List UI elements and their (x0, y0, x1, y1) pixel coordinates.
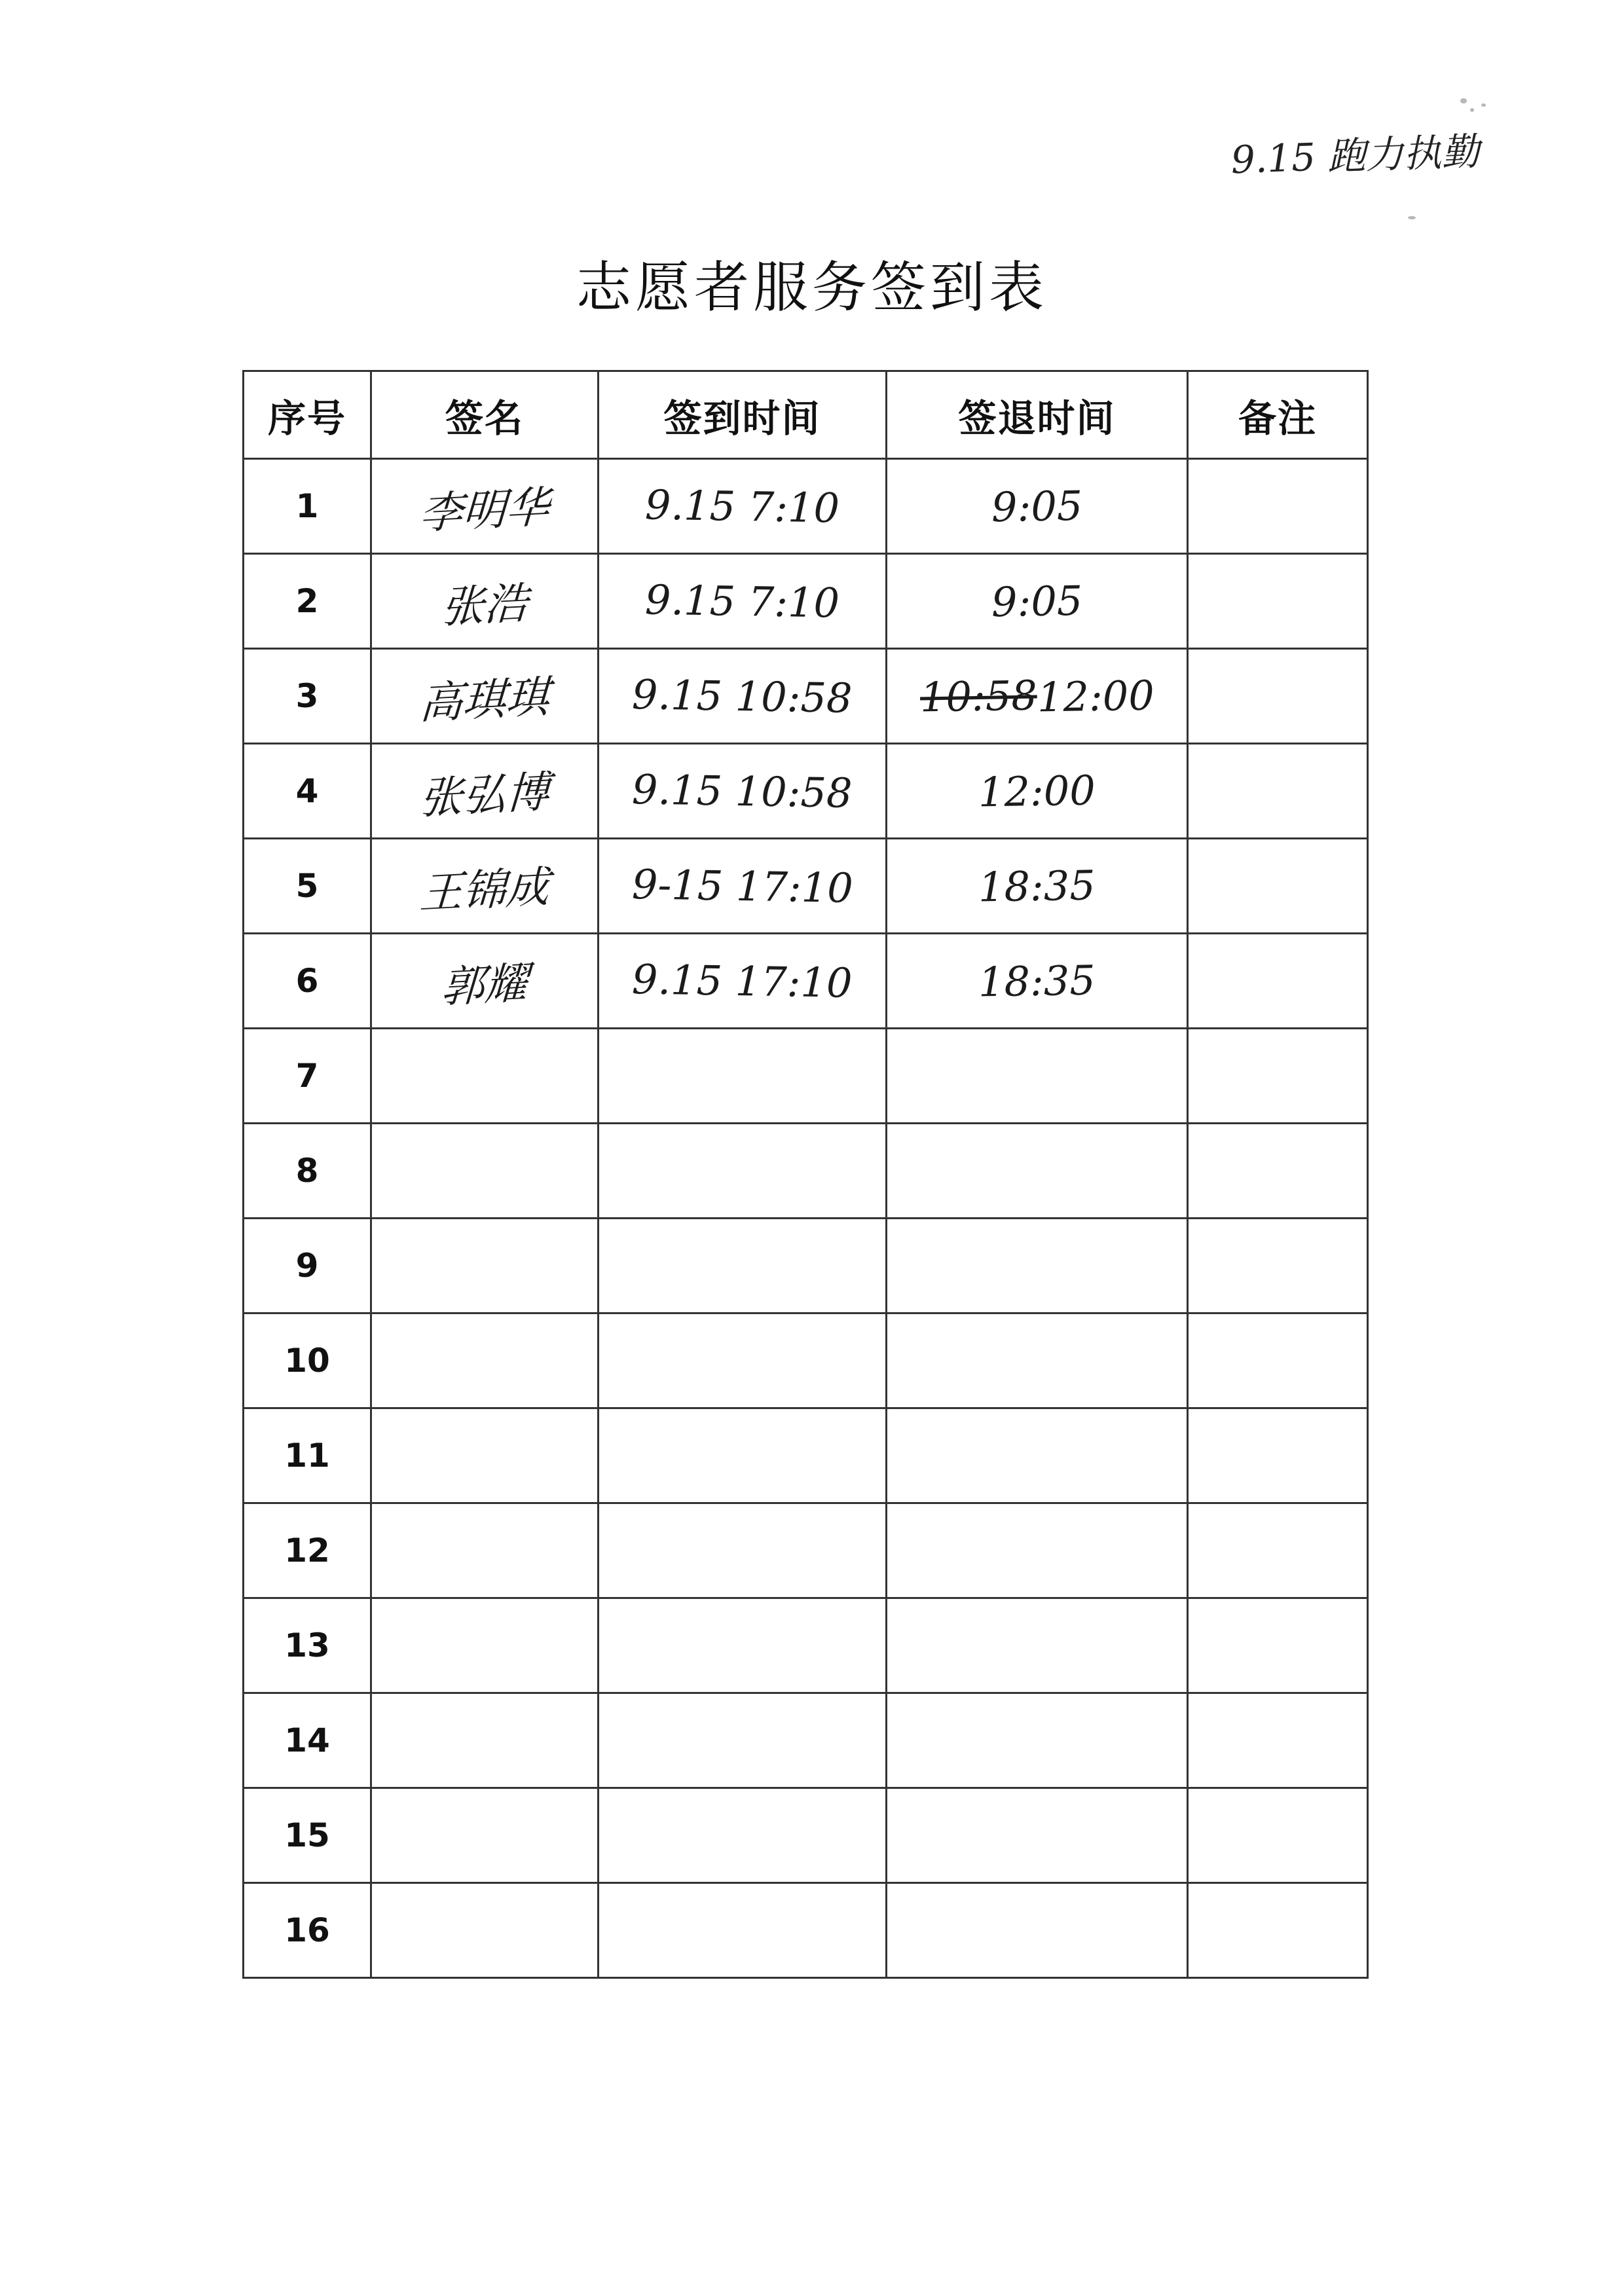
table-header-row (244, 371, 1368, 459)
handwritten-sign-in-time: 9.15 7:10 (644, 575, 840, 627)
signature-cell (371, 1788, 599, 1883)
handwritten-sign-in-time: 9.15 7:10 (644, 480, 840, 532)
row-index: 10 (244, 1313, 371, 1408)
remark-cell (1188, 1883, 1368, 1978)
sign-in-time-cell (599, 934, 887, 1029)
table-row (244, 1503, 1368, 1598)
remark-cell (1188, 554, 1368, 649)
sign-in-time-cell (599, 744, 887, 839)
scan-speckle (1470, 108, 1474, 112)
remark-cell (1188, 839, 1368, 934)
handwritten-sign-in-time: 9.15 17:10 (631, 955, 853, 1007)
handwritten-sign-in-time: 9-15 17:10 (631, 860, 853, 912)
table-row (244, 1693, 1368, 1788)
sign-in-time-cell (599, 1029, 887, 1124)
remark-cell (1188, 459, 1368, 554)
signature-cell (371, 839, 599, 934)
sign-out-time-cell (887, 1598, 1188, 1693)
handwritten-signature: 李明华 (418, 481, 551, 539)
sign-out-time-cell (887, 459, 1188, 554)
sign-out-time-cell (887, 1693, 1188, 1788)
signature-cell (371, 554, 599, 649)
table-row (244, 1029, 1368, 1124)
signature-cell (371, 744, 599, 839)
row-index: 16 (244, 1883, 371, 1978)
sign-out-time-cell (887, 1219, 1188, 1313)
sign-in-table (242, 370, 1369, 1979)
sign-in-time-cell (599, 554, 887, 649)
sign-in-time-cell (599, 459, 887, 554)
sign-out-time-cell (887, 554, 1188, 649)
handwritten-sign-out-time: 12:00 (978, 765, 1096, 817)
remark-cell (1188, 1693, 1368, 1788)
table-row (244, 1598, 1368, 1693)
table-row (244, 934, 1368, 1029)
handwritten-sign-out-time: 9:05 (991, 481, 1083, 531)
sign-in-time-cell (599, 1124, 887, 1219)
row-index: 1 (244, 459, 371, 554)
signature-cell (371, 1124, 599, 1219)
handwritten-signature: 张弘博 (418, 766, 551, 824)
sign-in-time-cell (599, 1883, 887, 1978)
remark-cell (1188, 1313, 1368, 1408)
remark-cell (1188, 744, 1368, 839)
table-row (244, 649, 1368, 744)
scan-speckle (1408, 216, 1416, 219)
table-row (244, 839, 1368, 934)
sign-out-time-cell (887, 1313, 1188, 1408)
row-index: 12 (244, 1503, 371, 1598)
signature-cell (371, 1219, 599, 1313)
header-signature: 签名 (371, 371, 599, 459)
signature-cell (371, 934, 599, 1029)
table-row (244, 554, 1368, 649)
sign-in-time-cell (599, 1408, 887, 1503)
handwritten-sign-in-time: 9.15 10:58 (631, 765, 853, 817)
handwritten-sign-out-time: 9:05 (991, 576, 1083, 626)
sign-out-time-cell (887, 1029, 1188, 1124)
sign-out-time-cell (887, 1503, 1188, 1598)
remark-cell (1188, 649, 1368, 744)
signature-cell (371, 1883, 599, 1978)
signature-cell (371, 459, 599, 554)
handwritten-signature: 郭耀 (439, 957, 529, 1013)
table-row (244, 1883, 1368, 1978)
sign-out-time-cell (887, 1124, 1188, 1219)
row-index: 8 (244, 1124, 371, 1219)
sign-in-time-cell (599, 1598, 887, 1693)
table-row (244, 1219, 1368, 1313)
row-index: 5 (244, 839, 371, 934)
row-index: 7 (244, 1029, 371, 1124)
handwritten-signature: 张浩 (439, 577, 529, 633)
handwritten-sign-out-time: 18:35 (978, 860, 1096, 911)
sign-in-time-cell (599, 1503, 887, 1598)
row-index: 2 (244, 554, 371, 649)
row-index: 6 (244, 934, 371, 1029)
header-sign-in-time: 签到时间 (599, 371, 887, 459)
signature-cell (371, 1503, 599, 1598)
sign-in-time-cell (599, 1788, 887, 1883)
remark-cell (1188, 1124, 1368, 1219)
row-index: 3 (244, 649, 371, 744)
handwritten-signature: 王锦成 (418, 861, 551, 919)
remark-cell (1188, 934, 1368, 1029)
handwritten-sign-in-time: 9.15 10:58 (631, 670, 853, 722)
table-row (244, 1124, 1368, 1219)
handwritten-sign-out-time: 18:35 (978, 955, 1096, 1006)
signature-cell (371, 1693, 599, 1788)
remark-cell (1188, 1029, 1368, 1124)
sign-out-time-cell (887, 839, 1188, 934)
sign-out-time-cell (887, 649, 1188, 744)
header-sign-out-time: 签退时间 (887, 371, 1188, 459)
page-title: 志愿者服务签到表 (576, 255, 1048, 320)
row-index: 15 (244, 1788, 371, 1883)
sign-out-time-cell (887, 744, 1188, 839)
row-index: 11 (244, 1408, 371, 1503)
signature-cell (371, 1598, 599, 1693)
scan-speckle (1481, 103, 1486, 107)
sign-in-time-cell (599, 1219, 887, 1313)
remark-cell (1188, 1408, 1368, 1503)
sign-out-time-cell (887, 1788, 1188, 1883)
sign-in-time-cell (599, 649, 887, 744)
row-index: 14 (244, 1693, 371, 1788)
table-row (244, 1313, 1368, 1408)
signature-cell (371, 649, 599, 744)
sign-out-time-cell (887, 1408, 1188, 1503)
table-row (244, 1788, 1368, 1883)
table-row (244, 1408, 1368, 1503)
struck-through-time: 10:58 (919, 670, 1038, 722)
sign-out-time-cell (887, 1883, 1188, 1978)
handwritten-signature: 高琪琪 (418, 671, 551, 729)
remark-cell (1188, 1503, 1368, 1598)
sign-in-time-cell (599, 1693, 887, 1788)
remark-cell (1188, 1219, 1368, 1313)
signature-cell (371, 1313, 599, 1408)
header-index: 序号 (244, 371, 371, 459)
sign-in-time-cell (599, 839, 887, 934)
row-index: 13 (244, 1598, 371, 1693)
sign-out-time-cell (887, 934, 1188, 1029)
table-row (244, 459, 1368, 554)
row-index: 4 (244, 744, 371, 839)
sign-in-time-cell (599, 1313, 887, 1408)
table-row (244, 744, 1368, 839)
handwritten-sign-out-time: 12:00 (1036, 670, 1154, 722)
remark-cell (1188, 1788, 1368, 1883)
scan-speckle (1460, 98, 1467, 103)
handwritten-corner-note: 9.15 跑力执勤 (1230, 129, 1481, 183)
remark-cell (1188, 1598, 1368, 1693)
signature-cell (371, 1029, 599, 1124)
row-index: 9 (244, 1219, 371, 1313)
header-remark: 备注 (1188, 371, 1368, 459)
signature-cell (371, 1408, 599, 1503)
